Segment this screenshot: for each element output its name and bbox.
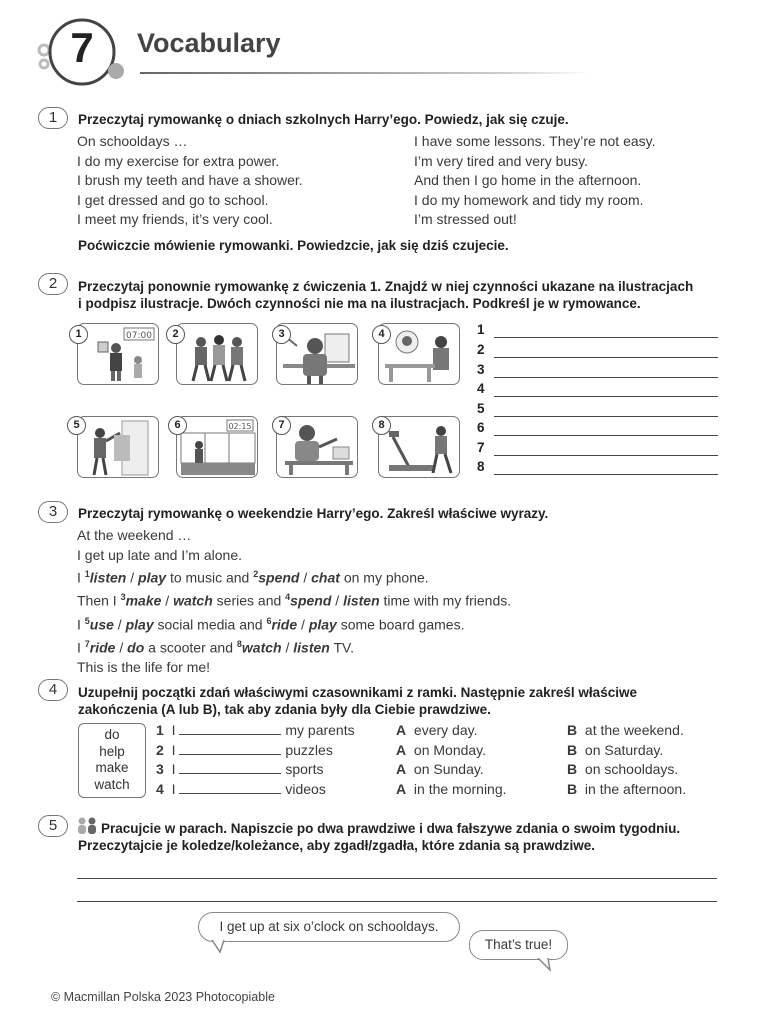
illustration-number: 5 [67, 416, 86, 435]
answer-number: 1 [477, 322, 485, 337]
choice-word[interactable]: make [125, 593, 162, 610]
rhyme-line: And then I go home in the afternoon. [414, 172, 642, 189]
rhyme-line: I’m very tired and very busy. [414, 152, 589, 169]
exercise-instruction-line-2: Przeczytajcie je koledze/koleżance, aby zgadł/zgadła, które zdania są prawdziwe. [78, 838, 595, 853]
illustration-number: 7 [272, 416, 291, 435]
answer-line-1[interactable] [494, 337, 718, 338]
illustration-go-home [176, 416, 258, 478]
rhyme-line: I get up late and I’m alone. [77, 546, 242, 563]
illustration-number: 2 [166, 325, 185, 344]
exercise-instruction: Przeczytaj rymowankę o weekendzie Harry’ego. Zakreśl właściwe wyrazy. [78, 506, 549, 521]
exercise-number: 5 [38, 815, 68, 837]
clock-display: 02:15 [228, 422, 252, 431]
word-box-item: make [95, 760, 129, 775]
rhyme-line: On schooldays … [77, 133, 188, 149]
choice-word[interactable]: ride [271, 616, 298, 633]
option-b[interactable]: B on schooldays. [567, 761, 679, 778]
word-box-item: help [99, 743, 125, 759]
choice-word[interactable]: ride [89, 639, 116, 656]
exercise-instruction-line-2: zakończenia (A lub B), tak aby zdania były dla Ciebie prawdziwe. [78, 702, 491, 717]
sentence-row: 3 I sports [156, 761, 324, 778]
answer-line-5[interactable] [494, 416, 718, 417]
rhyme-line: I brush my teeth and have a shower. [77, 172, 303, 189]
option-b[interactable]: B at the weekend. [567, 722, 684, 738]
rhyme-line: I have some lessons. They’re not easy. [414, 133, 656, 149]
rhyme-right-column [414, 132, 656, 230]
blank[interactable] [179, 761, 281, 774]
answer-number: 8 [477, 459, 485, 474]
option-a[interactable]: A every day. [396, 722, 478, 738]
illustration-number: 6 [168, 416, 187, 435]
choice-word[interactable]: use [89, 616, 114, 633]
page-title: Vocabulary [137, 28, 281, 58]
answer-number: 3 [477, 362, 485, 377]
rhyme-line: I meet my friends, it’s very cool. [77, 211, 273, 228]
illustration-number: 4 [372, 325, 391, 344]
word-box-item: do [104, 727, 120, 742]
answer-line-4[interactable] [494, 396, 718, 397]
exercise-instruction-line-2: i podpisz ilustracje. Dwóch czynności nie ma na ilustracjach. Podkreśl je w rymowance. [78, 296, 641, 311]
illustration-get-dressed [77, 416, 159, 478]
choice-word[interactable]: chat [311, 569, 340, 586]
choice-word[interactable]: spend [258, 569, 300, 586]
copyright-footer: © Macmillan Polska 2023 Photocopiable [51, 990, 275, 1004]
exercise-number: 3 [38, 501, 68, 523]
answer-line-6[interactable] [494, 435, 718, 436]
weekend-rhyme [77, 526, 511, 678]
rhyme-line: This is the life for me! [77, 659, 211, 676]
answer-line-3[interactable] [494, 377, 718, 378]
illustration-number: 1 [69, 325, 88, 344]
exercise-instruction-line-1: Uzupełnij początki zdań właściwymi czasownikami z ramki. Następnie zakreśl właściwe [78, 685, 637, 700]
title-underline [140, 72, 590, 74]
option-b-column [567, 721, 686, 799]
option-a[interactable]: A on Monday. [396, 741, 487, 758]
illustration-number: 3 [272, 325, 291, 344]
writing-line-1[interactable] [77, 878, 717, 879]
choice-word[interactable]: play [125, 616, 154, 633]
answer-line-2[interactable] [494, 357, 718, 358]
answer-number: 6 [477, 420, 485, 435]
option-b[interactable]: B on Saturday. [567, 741, 664, 758]
choice-word[interactable]: do [127, 639, 145, 656]
rhyme-line: I $^7$ride / do a scooter and $^8$watch / listen TV. [77, 638, 354, 656]
rhyme-line: I do my exercise for extra power. [77, 152, 280, 169]
exercise-follow-up: Poćwiczcie mówienie rymowanki. Powiedzcie, jak się dziś czujecie. [78, 238, 509, 253]
word-box-item: watch [94, 776, 130, 792]
rhyme-line: Then I $^3$make / watch series and $^4$spend / listen time with my friends. [77, 592, 512, 610]
choice-word[interactable]: play [138, 569, 167, 586]
blank[interactable] [179, 722, 281, 735]
option-a-column [396, 721, 507, 799]
exercise-number: 2 [38, 273, 68, 295]
speech-bubble-tail [210, 940, 230, 954]
rhyme-line: I get dressed and go to school. [77, 191, 269, 208]
word-box [78, 723, 146, 798]
answer-number: 5 [477, 401, 485, 416]
illustration-walk-with-friends [176, 323, 258, 385]
exercise-instruction-line-1: Pracujcie w parach. Napiszcie po dwa prawdziwe i dwa fałszywe zdania o swoim tygodniu. [101, 821, 681, 836]
answer-line-7[interactable] [494, 455, 718, 456]
choice-word[interactable]: play [308, 616, 337, 633]
speech-bubble-tail [536, 958, 556, 972]
option-b[interactable]: B in the afternoon. [567, 780, 687, 797]
speech-bubble-statement: I get up at six o’clock on schooldays. [198, 912, 460, 942]
option-a[interactable]: A in the morning. [396, 780, 507, 797]
choice-word[interactable]: listen [343, 593, 380, 610]
blank[interactable] [179, 781, 281, 794]
option-a[interactable]: A on Sunday. [396, 761, 484, 778]
rhyme-line: I $^1$listen / play to music and $^2$spend / chat on my phone. [77, 569, 429, 586]
exercise-number: 1 [38, 107, 68, 129]
answer-number: 4 [477, 381, 485, 396]
exercise-instruction-line-1: Przeczytaj ponownie rymowankę z ćwiczenia 1. Znajdź w niej czynności ukazane na ilustracjach [78, 279, 694, 294]
rhyme-line: I’m stressed out! [414, 211, 517, 228]
choice-word[interactable]: spend [290, 593, 332, 610]
rhyme-line: At the weekend … [77, 527, 192, 543]
rhyme-left-column [77, 132, 303, 230]
choice-word[interactable]: listen [89, 569, 127, 586]
exercise-instruction: Przeczytaj rymowankę o dniach szkolnych Harry’ego. Powiedz, jak się czuje. [78, 112, 569, 127]
answer-number: 2 [477, 342, 485, 357]
answer-number: 7 [477, 440, 485, 455]
sentence-starts [156, 721, 355, 799]
choice-word[interactable]: watch [173, 593, 213, 610]
blank[interactable] [179, 742, 281, 755]
choice-word[interactable]: watch [241, 639, 282, 656]
choice-word[interactable]: listen [293, 639, 330, 656]
writing-line-2[interactable] [77, 901, 717, 902]
exercise-number: 4 [38, 679, 68, 701]
clock-display: 07:00 [126, 331, 152, 341]
pair-work-icon [76, 816, 98, 834]
rhyme-line: I do my homework and tidy my room. [414, 191, 644, 208]
answer-line-8[interactable] [494, 474, 718, 475]
illustration-number: 8 [372, 416, 391, 435]
sentence-row: 4 I videos [156, 780, 326, 797]
sentence-row: 2 I puzzles [156, 741, 333, 758]
sentence-row: 1 I my parents [156, 722, 355, 738]
speech-bubble-reply: That’s true! [469, 930, 568, 960]
illustration-get-up [77, 323, 159, 385]
unit-number: 7 [70, 24, 94, 71]
rhyme-line: I $^5$use / play social media and $^6$ride / play some board games. [77, 615, 465, 633]
